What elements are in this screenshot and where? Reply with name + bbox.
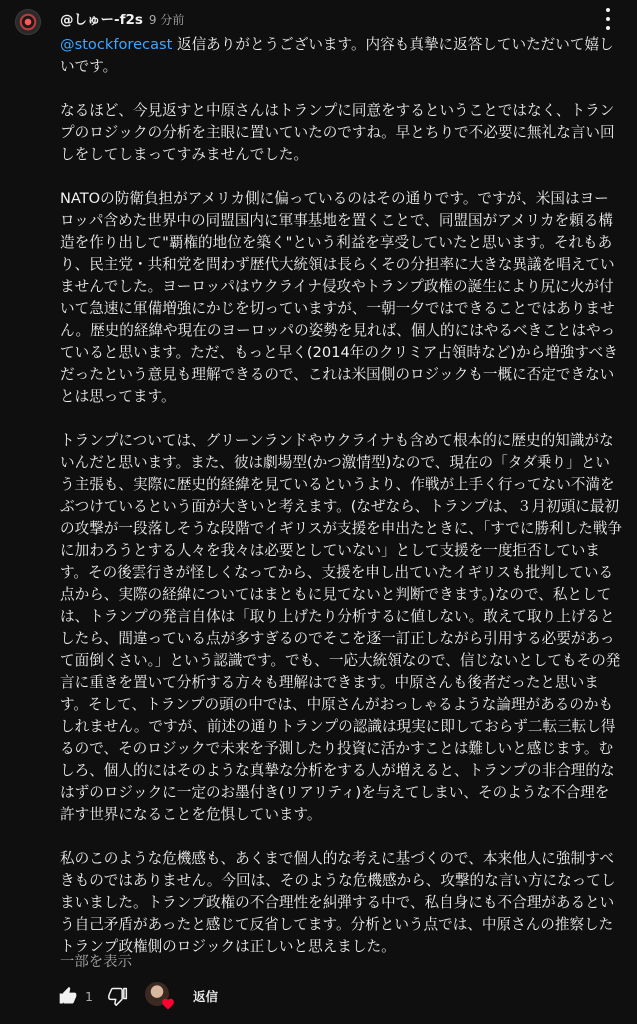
like-button[interactable] xyxy=(55,983,81,1009)
comment-action-bar xyxy=(55,980,218,1012)
menu-dot xyxy=(606,17,610,21)
mention-link[interactable]: @stockforecast xyxy=(60,36,173,53)
comment-author[interactable]: @しゅー-f2s xyxy=(60,12,143,28)
menu-dot xyxy=(606,26,610,30)
more-vert-icon[interactable] xyxy=(600,8,616,30)
comment-paragraph-1 xyxy=(60,34,622,78)
menu-dot xyxy=(606,8,610,12)
user-avatar[interactable] xyxy=(15,9,41,35)
comment-paragraph-4: トランプについては、グリーンランドやウクライナも含めて根本的に歴史的知識がないんだと思います。また、彼は劇場型(かつ激情型)なので、現在の「タダ乗り」という主張も、実際に歴史的経緯を見ているというより、作戦が上手く行ってない不満をぶつけているという面が大きいと考えます。(なぜなら、トランプは、３月初頭に最初の攻撃が一段落しそうな段階でイギリスが支援を申出たときに、「すでに勝利した戦争に加わろうとする人々を我々は必要としていない」として支援を一度拒否しています。その後雲行きが怪しくなってから、支援を申し出ていたイギリスも批判している点から、実際の経緯についてはまともに見てないと判断できます。)なので、私としては、トランプの発言自体は「取り上げたり分析するに値しない。敢えて取り上げるとしたら、間違っている点が多すぎるのでそこを逐一訂正しながら引用する必要があって面倒くさい。」という認識です。でも、一応大統領なので、信じないとしてもその発言に重きを置いて分析する方々も理解はできます。中原さんも後者だったと思います。そして、トランプの頭の中では、中原さんがおっしゃるような論理があるのかもしれません。ですが、前述の通りトランプの認識は現実に即しておらず二転三転し得るので、そのロジックで未来を予測したり投資に活かすことは難しいと感じます。むしろ、個人的にはそのような真摯な分析をする人が増えると、トランプの非合理的なはずのロジックに一定のお墨付き(リアリティ)を与えてしまい、そのような不合理を許す世界になることを危惧しています。 xyxy=(60,432,623,823)
comment-timestamp[interactable]: 9 分前 xyxy=(148,13,185,27)
thumbs-down-icon xyxy=(108,986,128,1006)
comment-text xyxy=(60,34,622,958)
heart-icon xyxy=(161,997,175,1011)
thumbs-up-icon xyxy=(58,986,78,1006)
creator-heart-badge[interactable] xyxy=(145,982,173,1010)
comment-paragraph-1-text: 返信ありがとうございます。内容も真摯に返答していただいて嬉しいです。 xyxy=(60,36,614,75)
dislike-button[interactable] xyxy=(105,983,131,1009)
comment-paragraph-5: 私のこのような危機感も、あくまで個人的な考えに基づくので、本来他人に強制すべきものではありません。今回は、そのような危機感から、攻撃的な言い方になってしまいました。トランプ政権の不合理性を糾弾する中で、私自身にも不合理があるという自己矛盾があったと感じて反省してます。分析という点では、中原さんの推察したトランプ政権側のロジックは正しいと思えました。 xyxy=(60,850,616,955)
reply-button[interactable]: 返信 xyxy=(192,989,218,1004)
comment-paragraph-2: なるほど、今見返すと中原さんはトランプに同意をするということではなく、トランプのロジックの分析を主眼に置いていたのですね。早とちりで不必要に無礼な言い回しをしてしまってすみませんでした。 xyxy=(60,102,615,163)
comment-header xyxy=(60,8,184,28)
like-count: 1 xyxy=(85,988,93,1004)
comment-paragraph-3: NATOの防衛負担がアメリカ側に偏っているのはその通りです。ですが、米国はヨーロッパ含めた世界中の同盟国内に軍事基地を置くことで、同盟国がアメリカを頼る構造を作り出して"覇権的地位を築く"という利益を享受していたと思います。それもあり、民主党・共和党を問わず歴代大統領は長らくその分担率に大きな異議を唱えていませんでした。ヨーロッパはウクライナ侵攻やトランプ政権の誕生により尻に火が付いて急速に軍備増強にかじを切っていますが、一朝一夕ではできることではありません。歴史的経緯や現在のヨーロッパの姿勢を見れば、個人的にはやるべきことはやっていると思います。ただ、もっと早く(2014年のクリミア占領時など)から増強すべきだったという意見も理解できるので、これは米国側のロジックも一概に否定できないとは思ってます。 xyxy=(60,190,618,405)
show-less-button[interactable]: 一部を表示 xyxy=(60,954,132,970)
